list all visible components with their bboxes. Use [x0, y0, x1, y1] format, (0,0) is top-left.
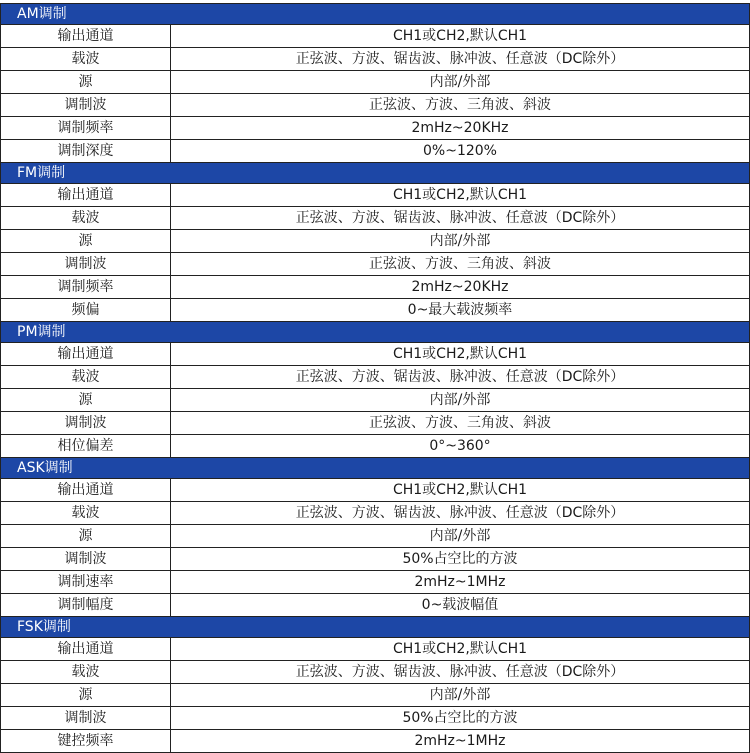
table-row: [0, 389, 750, 412]
row-label: 输出通道: [1, 638, 171, 660]
section-title: AM调制: [0, 4, 750, 25]
row-value: 0%~120%: [423, 143, 497, 159]
table-row: [0, 479, 750, 502]
row-label: 调制频率: [1, 117, 171, 139]
row-label: 调制波: [1, 94, 171, 116]
table-row: [0, 661, 750, 684]
row-value: 2mHz~1MHz: [414, 733, 506, 749]
table-row: [0, 207, 750, 230]
table-row: [0, 94, 750, 117]
row-label: 调制频率: [1, 276, 171, 298]
table-row: [0, 684, 750, 707]
table-row: [0, 71, 750, 94]
row-label: 输出通道: [1, 343, 171, 365]
row-label: 调制幅度: [1, 594, 171, 616]
row-value: 2mHz~20KHz: [411, 279, 509, 295]
section-title: PM调制: [0, 322, 750, 343]
table-row: [0, 548, 750, 571]
spec-section: [0, 163, 750, 322]
spec-section: [0, 322, 750, 458]
row-label: 源: [1, 684, 171, 706]
row-label: 源: [1, 525, 171, 547]
row-value: CH1或CH2,默认CH1: [392, 346, 528, 362]
row-value: 0°~360°: [429, 438, 491, 454]
row-label: 输出通道: [1, 25, 171, 47]
row-value: 正弦波、方波、三角波、斜波: [369, 97, 551, 113]
spec-section: [0, 458, 750, 617]
row-label: 调制波: [1, 253, 171, 275]
row-value: 内部/外部: [429, 74, 491, 90]
row-value: 内部/外部: [429, 392, 491, 408]
row-label: 调制速率: [1, 571, 171, 593]
row-value: CH1或CH2,默认CH1: [392, 641, 528, 657]
row-value: 正弦波、方波、三角波、斜波: [369, 256, 551, 272]
row-label: 载波: [1, 207, 171, 229]
row-label: 源: [1, 230, 171, 252]
row-label: 载波: [1, 48, 171, 70]
spec-sections: [0, 4, 750, 753]
row-value: 正弦波、方波、锯齿波、脉冲波、任意波（DC除外）: [295, 505, 625, 521]
row-value: 0~最大载波频率: [407, 302, 513, 318]
row-label: 源: [1, 389, 171, 411]
section-title: FM调制: [0, 163, 750, 184]
row-value: 正弦波、方波、锯齿波、脉冲波、任意波（DC除外）: [295, 664, 625, 680]
table-row: [0, 502, 750, 525]
row-value: 正弦波、方波、锯齿波、脉冲波、任意波（DC除外）: [295, 369, 625, 385]
row-value: CH1或CH2,默认CH1: [392, 28, 528, 44]
row-value: 内部/外部: [429, 528, 491, 544]
row-label: 调制波: [1, 548, 171, 570]
row-label: 载波: [1, 502, 171, 524]
table-row: [0, 230, 750, 253]
table-row: [0, 276, 750, 299]
table-row: [0, 117, 750, 140]
row-value: 50%占空比的方波: [402, 551, 518, 567]
row-label: 频偏: [1, 299, 171, 321]
row-value: 2mHz~20KHz: [411, 120, 509, 136]
table-row: [0, 730, 750, 753]
table-row: [0, 25, 750, 48]
table-row: [0, 140, 750, 163]
row-value: 0~载波幅值: [421, 597, 499, 613]
section-title: ASK调制: [0, 458, 750, 479]
table-row: [0, 343, 750, 366]
row-label: 调制波: [1, 707, 171, 729]
table-row: [0, 412, 750, 435]
table-row: [0, 299, 750, 322]
table-row: [0, 571, 750, 594]
table-row: [0, 525, 750, 548]
row-value: 正弦波、方波、锯齿波、脉冲波、任意波（DC除外）: [295, 51, 625, 67]
row-label: 调制深度: [1, 140, 171, 162]
table-row: [0, 594, 750, 617]
table-row: [0, 184, 750, 207]
row-value: 2mHz~1MHz: [414, 574, 506, 590]
row-value: 内部/外部: [429, 233, 491, 249]
row-label: 源: [1, 71, 171, 93]
row-label: 输出通道: [1, 184, 171, 206]
row-value: 正弦波、方波、锯齿波、脉冲波、任意波（DC除外）: [295, 210, 625, 226]
table-row: [0, 366, 750, 389]
table-row: [0, 435, 750, 458]
spec-section: [0, 4, 750, 163]
row-label: 载波: [1, 661, 171, 683]
section-title: FSK调制: [0, 617, 750, 638]
row-value: 正弦波、方波、三角波、斜波: [369, 415, 551, 431]
row-value: 内部/外部: [429, 687, 491, 703]
row-label: 输出通道: [1, 479, 171, 501]
row-value: CH1或CH2,默认CH1: [392, 482, 528, 498]
table-row: [0, 253, 750, 276]
row-label: 调制波: [1, 412, 171, 434]
row-label: 相位偏差: [1, 435, 171, 457]
table-row: [0, 707, 750, 730]
row-label: 键控频率: [1, 730, 171, 752]
spec-section: [0, 617, 750, 753]
row-value: CH1或CH2,默认CH1: [392, 187, 528, 203]
row-label: 载波: [1, 366, 171, 388]
table-row: [0, 638, 750, 661]
table-row: [0, 48, 750, 71]
row-value: 50%占空比的方波: [402, 710, 518, 726]
